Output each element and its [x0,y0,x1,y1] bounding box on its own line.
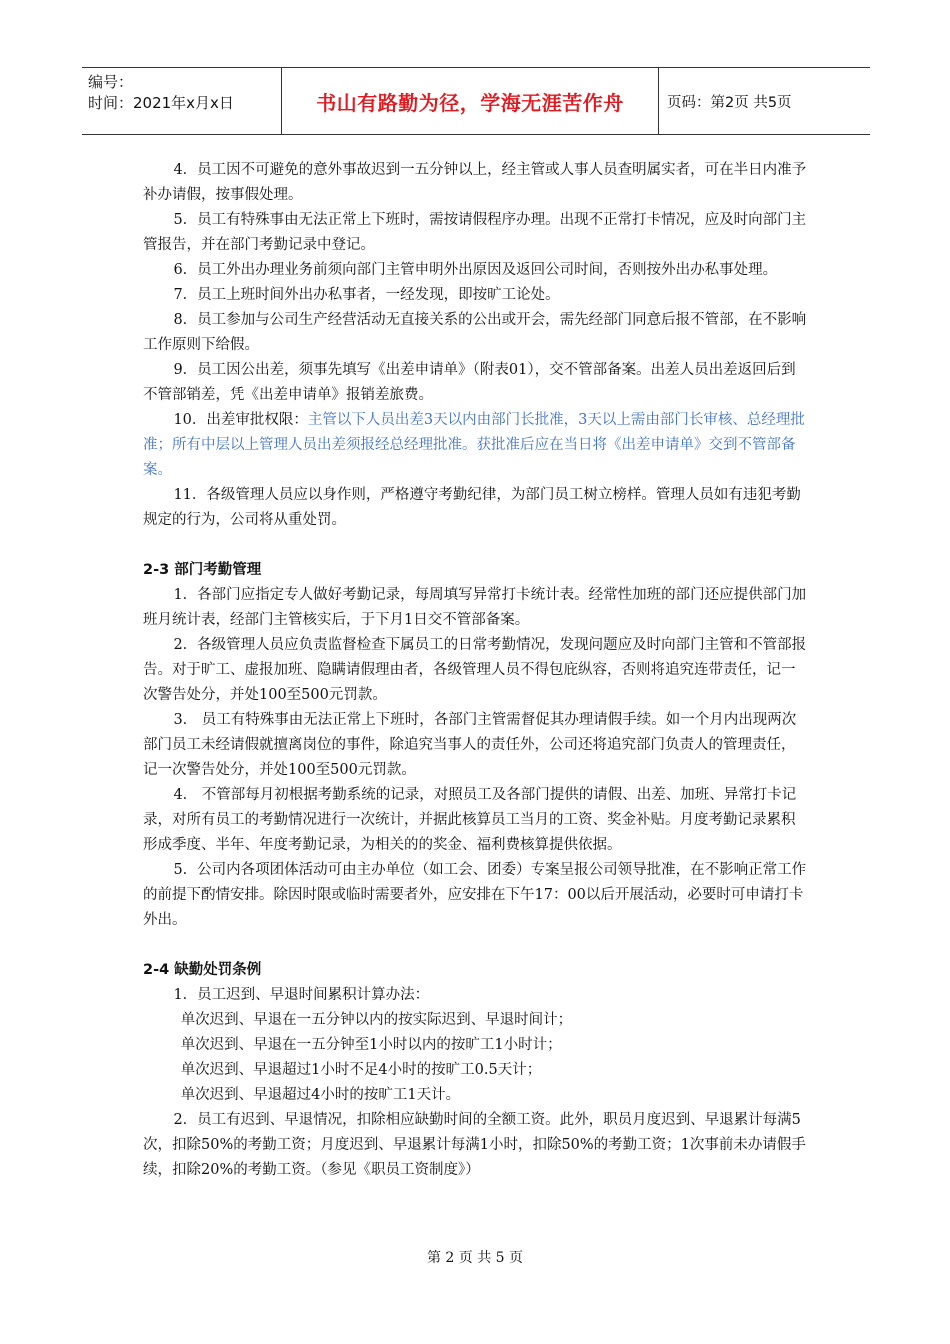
page-footer: 第 2 页 共 5 页 [426,1250,524,1266]
paragraph: 2．员工有迟到、早退情况，扣除相应缺勤时间的全额工资。此外，职员月度迟到、早退累计每满5次，扣除50%的考勤工资；月度迟到、早退累计每满1小时，扣除50%的考勤工资；1次事前未办请假手续，扣除20%的考勤工资。（参见《职员工资制度》） [143,1112,806,1178]
highlighted-text: 主管以下人员出差3天以内由部门长批准，3天以上需由部门长审核、总经理批准；所有中层以上管理人员出差须报经总经理批准。获批准后应在当日将《出差申请单》交到不管部备案。 [143,412,805,478]
paragraph: 5．员工有特殊事由无法正常上下班时，需按请假程序办理。出现不正常打卡情况，应及时向部门主管报告，并在部门考勤记录中登记。 [143,212,807,253]
date-label: 时间：2021年x月x日 [88,94,234,112]
paragraph: 8．员工参加与公司生产经营活动无直接关系的公出或开会，需先经部门同意后报不管部，在不影响工作原则下给假。 [143,312,807,353]
header-page-number: 页码：第2页 共5页 [667,94,792,111]
paragraph: 11．各级管理人员应以身作则，严格遵守考勤纪律，为部门员工树立榜样。管理人员如有违犯考勤规定的行为，公司将从重处罚。 [143,487,801,528]
sub-list-item: 单次迟到、早退超过4小时的按旷工1天计。 [180,1087,461,1103]
paragraph: 1．各部门应指定专人做好考勤记录，每周填写异常打卡统计表。经常性加班的部门还应提供部门加班月统计表，经部门主管核实后，于下月1日交不管部备案。 [143,587,807,628]
sub-list-item: 单次迟到、早退在一五分钟以内的按实际迟到、早退时间计； [180,1012,573,1028]
paragraph: 7．员工上班时间外出办私事者，一经发现，即按旷工论处。 [173,287,560,303]
paragraph-lead: 10．出差审批权限： [173,412,308,428]
section-heading: 2-4 缺勤处罚条例 [143,962,262,978]
list-item: 1．员工迟到、早退时间累积计算办法： [173,987,430,1003]
paragraph: 9．员工因公出差，须事先填写《出差申请单》（附表01），交不管部备案。出差人员出差返回后到不管部销差，凭《出差申请单》报销差旅费。 [143,362,796,403]
section-heading: 2-3 部门考勤管理 [143,562,262,578]
paragraph: 5．公司内各项团体活动可由主办单位（如工会、团委）专案呈报公司领导批准，在不影响正常工作的前提下酌情安排。除因时限或临时需要者外，应安排在下午17：00以后开展活动，必要时可申请打卡外出。 [143,862,807,928]
serial-label: 编号： [88,73,134,91]
header-motto: 书山有路勤为径，学海无涯苦作舟 [282,68,659,134]
paragraph: 4． 不管部每月初根据考勤系统的记录，对照员工及各部门提供的请假、出差、加班、异常打卡记录，对所有员工的考勤情况进行一次统计，并据此核算员工当月的工资、奖金补贴。月度考勤记录累积形成季度、半年、年度考勤记录，为相关的的奖金、福利费核算提供依据。 [143,787,797,853]
page-header [82,67,870,135]
header-meta [82,68,282,134]
sub-list-item: 单次迟到、早退超过1小时不足4小时的按旷工0.5天计； [180,1062,542,1078]
sub-list-item: 单次迟到、早退在一五分钟至1小时以内的按旷工1小时计； [180,1037,562,1053]
paragraph: 6．员工外出办理业务前须向部门主管申明外出原因及返回公司时间，否则按外出办私事处理。 [173,262,778,278]
paragraph: 4．员工因不可避免的意外事故迟到一五分钟以上，经主管或人事人员查明属实者，可在半日内准予补办请假，按事假处理。 [143,162,807,203]
paragraph-highlighted [143,408,808,483]
paragraph: 3． 员工有特殊事由无法正常上下班时，各部门主管需督促其办理请假手续。如一个月内出现两次部门员工未经请假就擅离岗位的事件，除追究当事人的责任外，公司还将追究部门负责人的管理责任，记一次警告处分，并处100至500元罚款。 [143,712,797,778]
document-body [143,158,808,1183]
paragraph: 2．各级管理人员应负责监督检查下属员工的日常考勤情况，发现问题应及时向部门主管和不管部报告。对于旷工、虚报加班、隐瞒请假理由者，各级管理人员不得包庇纵容，否则将追究连带责任，记一次警告处分，并处100至500元罚款。 [143,637,807,703]
